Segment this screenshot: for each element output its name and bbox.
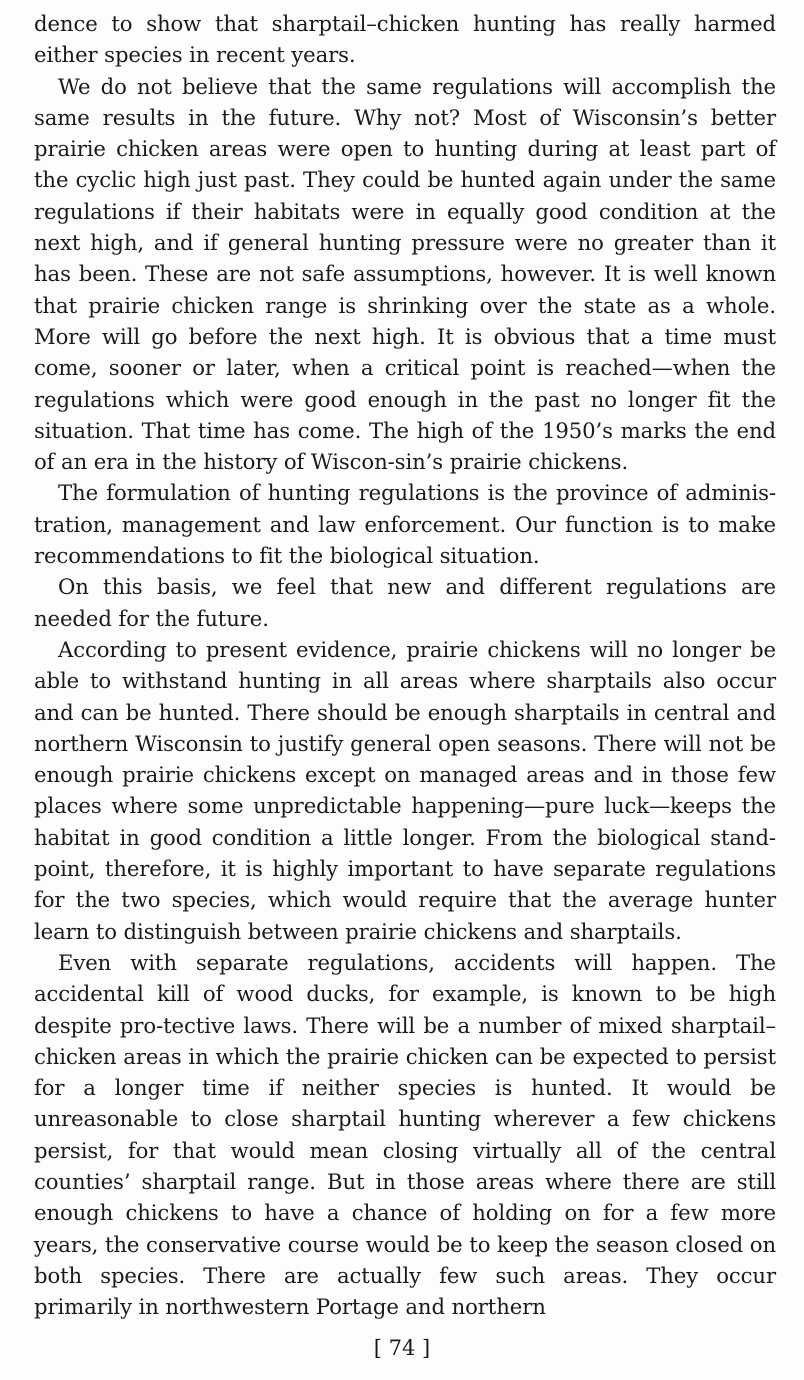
body-text (34, 8, 776, 1322)
paragraph-regulations-future: We do not believe that the same regulations will accomplish the same results in the future. Why not? Most of Wisconsin’s better prairie chicken areas were open to hunting during at least part of the cyclic high just past. They could be hunted again under the same regulations if their habitats were in equally good condition at the next high, and if general hunting pressure were no greater than it has been. These are not safe assumptions, however. It is well known that prairie chicken range is shrinking over the state as a whole. More will go before the next high. It is obvious that a time must come, sooner or later, when a critical point is reached—when the regulations which were good enough in the past no longer fit the situation. That time has come. The high of the 1950’s marks the end of an era in the history of Wiscon-sin’s prairie chickens. (34, 73, 776, 475)
page-number: [ 74 ] (373, 1336, 431, 1360)
paragraph-continued: dence to show that sharptail–chicken hunting has really harmed either species in recent years. (34, 11, 776, 68)
paragraph-basis: On this basis, we feel that new and different regulations are needed for the future. (34, 574, 776, 631)
paragraph-separate-regulations: Even with separate regulations, accidents will happen. The accidental kill of wood ducks, for example, is known to be high despite pro-tective laws. There will be a number of mixed sharptail–chicken areas in which the prairie chicken can be expected to persist for a longer time if neither species is hunted. It would be unreasonable to close sharptail hunting wherever a few chickens persist, for that would mean closing virtually all of the central counties’ sharptail range. But in those areas where there are still enough chickens to have a chance of holding on for a few more years, the conservative course would be to keep the season closed on both species. There are actually few such areas. They occur primarily in northwestern Portage and northern (34, 949, 776, 1320)
paragraph-formulation: The formulation of hunting regulations is the province of adminis-tration, management and law enforcement. Our function is to make recommendations to fit the biological situation. (34, 480, 776, 569)
paragraph-present-evidence: According to present evidence, prairie chickens will no longer be able to withstand hunting in all areas where sharptails also occur and can be hunted. There should be enough sharptails in central and northern Wisconsin to justify general open seasons. There will not be enough prairie chickens except on managed areas and in those few places where some unpredictable happening—pure luck—keeps the habitat in good condition a little longer. From the biological stand-point, therefore, it is highly important to have separate regulations for the two species, which would require that the average hunter learn to distinguish between prairie chickens and sharptails. (34, 636, 776, 944)
